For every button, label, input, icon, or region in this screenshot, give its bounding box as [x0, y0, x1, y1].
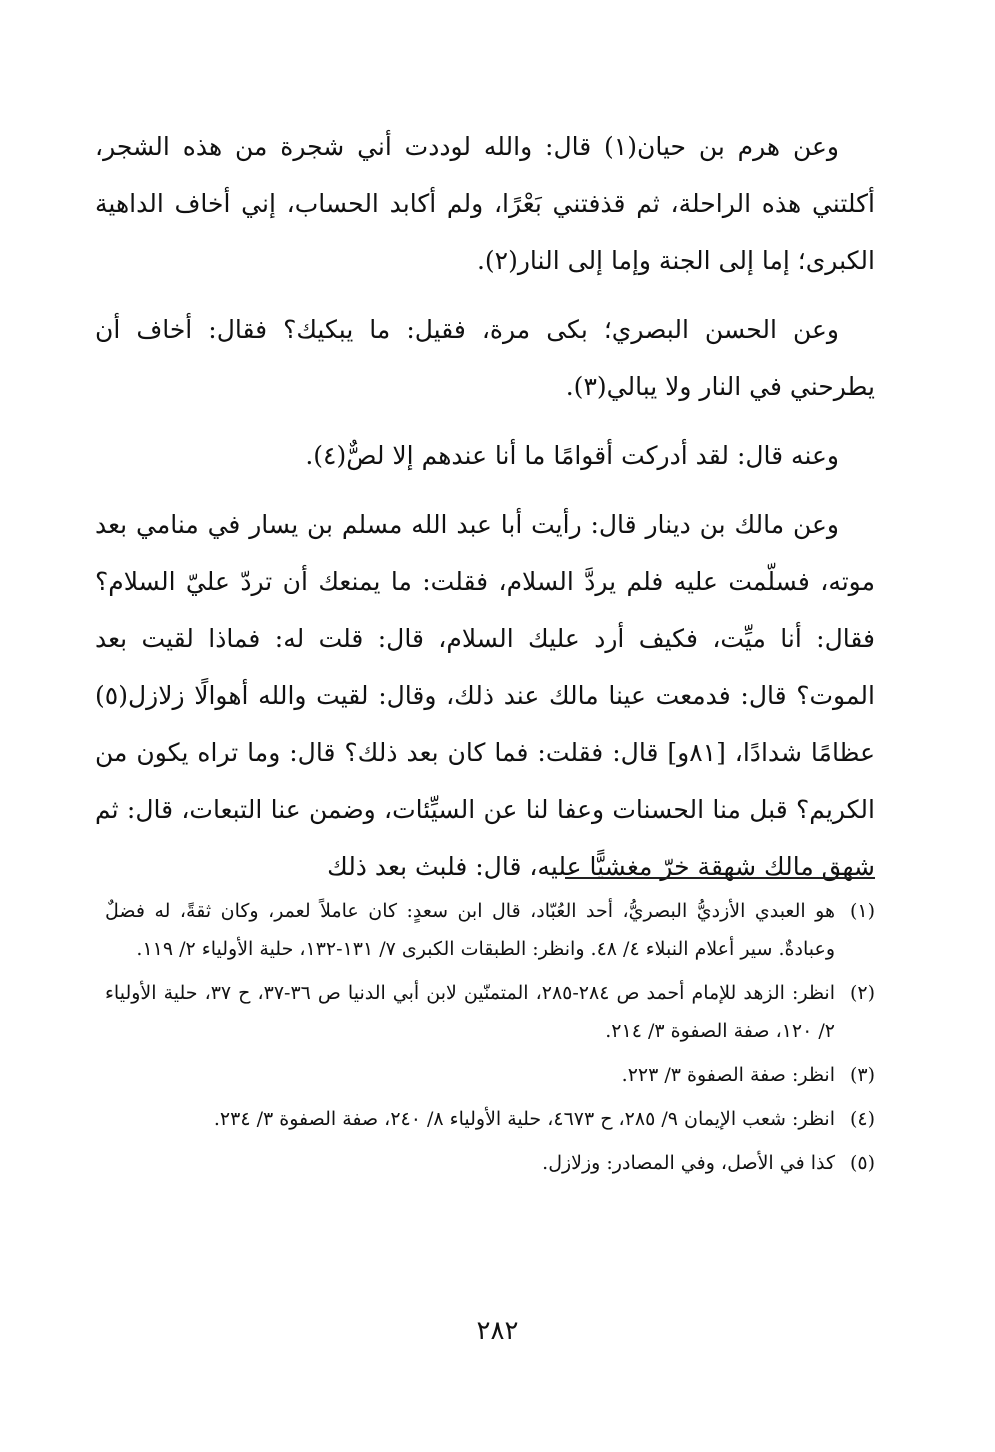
footnote-number: (٥)	[849, 1152, 875, 1174]
footnote-number: (٣)	[849, 1064, 875, 1086]
page-number: ٢٨٢	[476, 1316, 519, 1346]
footnote-text: انظر: شعب الإيمان ٩/ ٢٨٥، ح ٤٦٧٣، حلية الأولياء ٨/ ٢٤٠، صفة الصفوة ٣/ ٢٣٤.	[213, 1108, 835, 1130]
footnote-text: انظر: صفة الصفوة ٣/ ٢٢٣.	[621, 1064, 835, 1086]
footnote-text: انظر: الزهد للإمام أحمد ص ٢٨٤-٢٨٥، المتمنّين لابن أبي الدنيا ص ٣٦-٣٧، ح ٣٧، حلية الأولياء ٢/ ١٢٠، صفة الصفوة ٣/ ٢١٤.	[105, 982, 835, 1042]
footnote-text: هو العبدي الأزديُّ البصريُّ، أحد العُبّاد، قال ابن سعدٍ: كان عاملاً لعمر، وكان ثقةً، له فضلٌ وعبادةٌ. سير أعلام النبلاء ٤/ ٤٨. وانظر: الطبقات الكبرى ٧/ ١٣١-١٣٢، حلية الأولياء ٢/ ١١٩.	[105, 900, 835, 960]
footnote-text: كذا في الأصل، وفي المصادر: وزلازل.	[542, 1152, 835, 1174]
footnote-item	[105, 1100, 875, 1138]
paragraph-hasan-basri-2: وعنه قال: لقد أدركت أقوامًا ما أنا عندهم إلا لصٌّ(٤).	[305, 441, 839, 470]
main-text	[95, 118, 875, 895]
footnote-item	[105, 1144, 875, 1182]
paragraph-malik-ibn-dinar: وعن مالك بن دينار قال: رأيت أبا عبد الله مسلم بن يسار في منامي بعد موته، فسلّمت عليه فلم يردَّ السلام، فقلت: ما يمنعك أن تردّ عليّ السلام؟ فقال: أنا ميِّت، فكيف أرد عليك السلام، قال: قلت له: فماذا لقيت بعد الموت؟ قال: فدمعت عينا مالك عند ذلك، وقال: لقيت والله أهوالًا زلازل(٥) عظامًا شدادًا، [٨١و] قال: فقلت: فما كان بعد ذلك؟ قال: وما تراه يكون من الكريم؟ قبل منا الحسنات وعفا لنا عن السيِّئات، وضمن عنا التبعات، قال: ثم شهق مالك شهقة خرّ مغشيًّا عليه، قال: فلبث بعد ذلك	[95, 510, 875, 881]
footnote-number: (٤)	[849, 1108, 875, 1130]
footnote-divider	[565, 877, 875, 879]
footnote-item	[105, 1056, 875, 1094]
footnote-number: (٢)	[849, 982, 875, 1004]
paragraph-harim-ibn-hayyan: وعن هرم بن حيان(١) قال: والله لوددت أني شجرة من هذه الشجر، أكلتني هذه الراحلة، ثم قذفتني بَعْرًا، ولم أكابد الحساب، إني أخاف الداهية الكبرى؛ إما إلى الجنة وإما إلى النار(٢).	[95, 132, 875, 275]
footnote-item	[105, 974, 875, 1050]
footnote-item	[105, 892, 875, 968]
footnote-number: (١)	[849, 900, 875, 922]
footnotes	[105, 892, 875, 1188]
paragraph-hasan-basri: وعن الحسن البصري؛ بكى مرة، فقيل: ما يبكيك؟ فقال: أخاف أن يطرحني في النار ولا يبالي(٣).	[95, 315, 875, 401]
